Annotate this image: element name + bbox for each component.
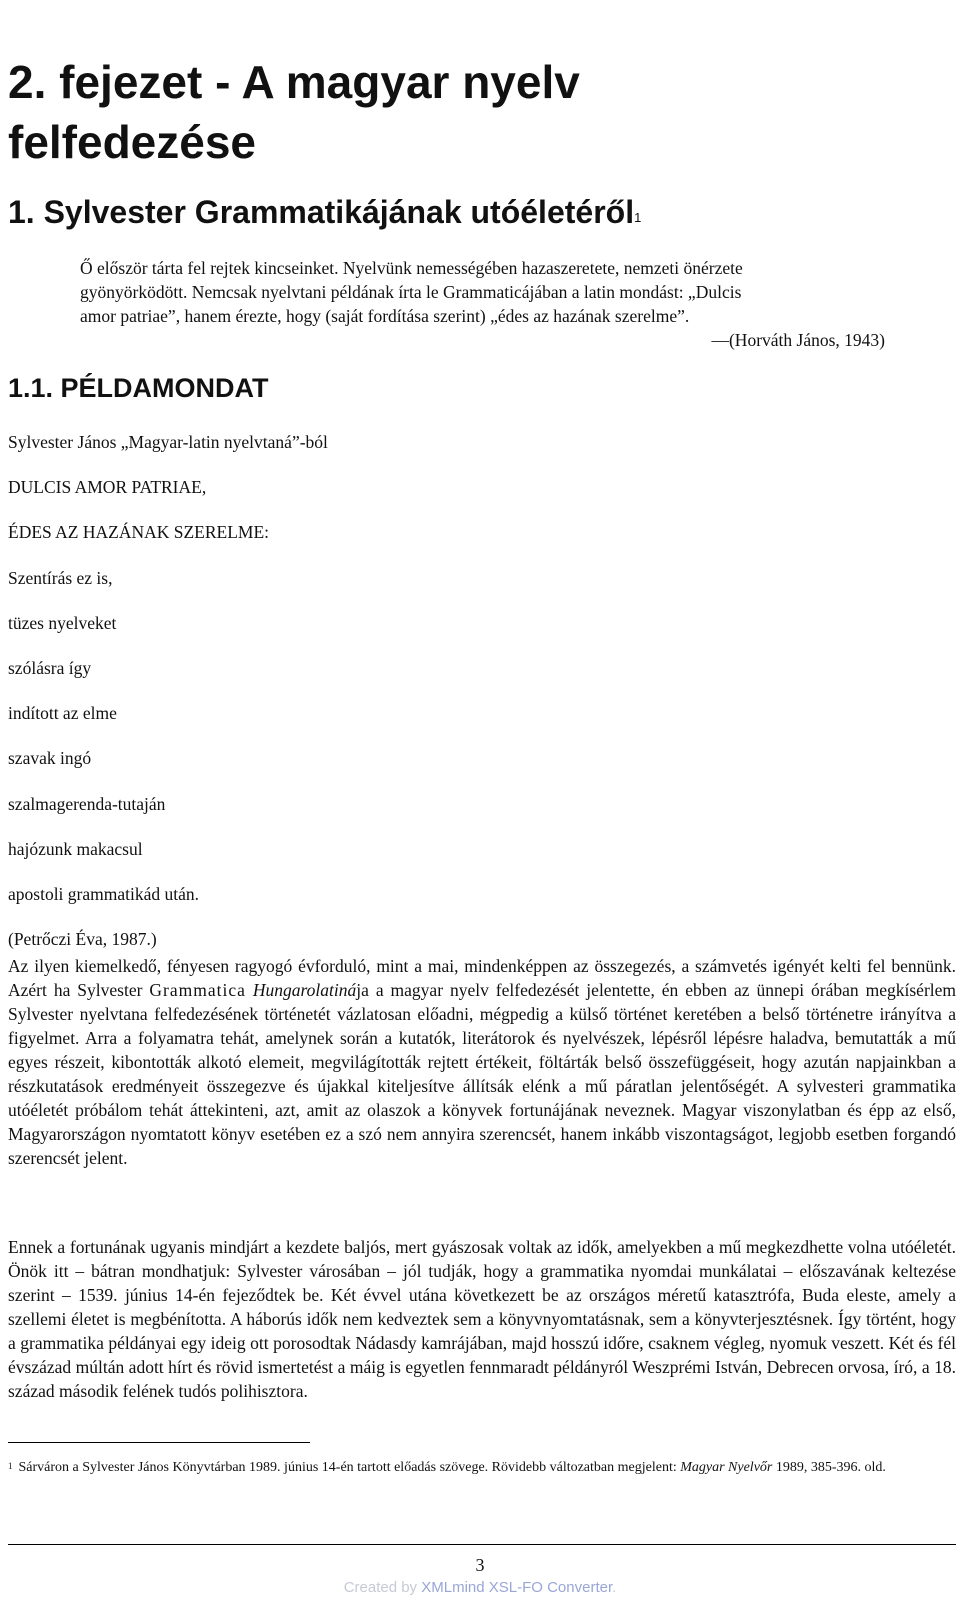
poem-source: (Petrőczi Éva, 1987.) [8, 929, 157, 950]
poem-line: apostoli grammatikád után. [8, 883, 199, 904]
body-paragraph [8, 954, 956, 1170]
poem-line: Szentírás ez is, [8, 567, 113, 588]
footnote-number: 1 [8, 1461, 13, 1471]
page-number: 3 [475, 1555, 485, 1575]
paragraph-text: Az ilyen kiemelkedő, fényesen ragyogó évforduló, mint a mai, mindenképpen az összegezés, a számvetés igényét kelti fel bennünk. Azért ha Sylvester [8, 956, 956, 1000]
epigraph-line: amor patriae”, hanem érezte, hogy (saját fordítása szerint) „édes az hazának szerelme”. [80, 306, 690, 326]
poem-line: tüzes nyelveket [8, 612, 117, 633]
converter-credit [0, 1578, 960, 1598]
poem-line: szólásra így [8, 657, 92, 678]
epigraph-line: Ő először tárta fel rejtek kincseinket. Nyelvünk nemességében hazaszeretete, nemzeti önérzete [80, 258, 743, 278]
spaced-title-word: Grammatica [149, 980, 246, 1000]
poem-line: ÉDES AZ HAZÁNAK SZERELME: [8, 522, 270, 543]
poem-line: indított az elme [8, 703, 117, 724]
poem-line: szavak ingó [8, 748, 92, 769]
footnote-text: Sárváron a Sylvester János Könyvtárban 1989. június 14-én tartott előadás szövege. Rövidebb változatban megjelent: [18, 1460, 681, 1475]
poem [8, 430, 908, 972]
body-paragraph: Ennek a fortunának ugyanis mindjárt a kezdete baljós, mert gyászosak voltak az idők, amelyekben a mű megkezdhette volna utóéletét. Önök itt – bátran mondhatjuk: Sylvester városában – jól tudják, hogy a grammatika nyomdai munkálatai – előszavának keltezése szerint – 1539. június 14-én fejeződtek be. Két évvel utána következett be az országos méretű katasztrófa, Buda eleste, amely a szellemi életet is megbénította. A háborús idők nem kedveztek sem a könyvnyomtatásnak, sem a könyvterjesztésnek. Így történt, hogy a grammatika példányai egy ideig ott porosodtak Nádasdy kamrájában, majd hosszú időre, csaknem végleg, nyomuk veszett. Két és fél évszázad múltán adott hírt és rövid ismertetést a máig is egyetlen fennmaradt példányról Weszprémi István, Debrecen orvosa, író, a 18. század második felének tudós polihisztora. [8, 1237, 956, 1401]
footnote-reference[interactable]: 1 [634, 210, 642, 225]
credit-prefix: Created by [343, 1579, 422, 1596]
footnote-journal: Magyar Nyelvőr [680, 1460, 773, 1475]
poem-line: Sylvester János „Magyar-latin nyelvtaná”-ból [8, 432, 328, 452]
paragraph-text: ja a magyar nyelv felfedezését jelentette, én ebben az ünnepi órában megkísérlem Sylvester nyelvtana felfedezésének történetét vázlatosan előadni, mégpedig a külső történet keretében a belső történetre irányítva a figyelmet. Arra a folyamatra tehát, amelynek során a kutatók, literátorok és nyelvészek, lépésről lépésre haladva, bemutatták a mű egyes részeit, kibontották alkotó elemeit, megvilágították rejtett értékeit, föltárták belső összefüggéseit, hogy azután napjainkban a részkutatások eredményeit összegezve és újakkal kiteljesítve állítsák elénk a mű páratlan jelentőségét. A sylvesteri grammatika utóéletét próbálom tehát áttekinteni, azt, amit az olaszok a könyvek fortunájának neveznek. Magyar viszonylatban és épp az első, Magyarországon nyomtatott könyv esetében ez a szó nem annyira szerencsét, hanem inkább viszontagságot, legjobb esetben forgandó szerencsét jelent. [8, 980, 957, 1168]
converter-link[interactable]: XMLmind XSL-FO Converter [421, 1579, 613, 1596]
page-footer-divider [8, 1544, 956, 1545]
subsection-title: 1.1. PÉLDAMONDAT [8, 373, 269, 403]
poem-line: szalmagerenda-tutaján [8, 793, 166, 814]
chapter-title-line-2: felfedezése [8, 116, 257, 168]
footnote [8, 1458, 956, 1478]
italic-title-word: Hungarolatiná [252, 980, 357, 1000]
section-title [8, 192, 641, 232]
epigraph-attribution: —(Horváth János, 1943) [711, 330, 885, 350]
poem-line: DULCIS AMOR PATRIAE, [8, 477, 207, 498]
epigraph [80, 256, 885, 352]
credit-suffix: . [612, 1579, 617, 1596]
footnote-divider [8, 1442, 310, 1443]
epigraph-line: gyönyörködött. Nemcsak nyelvtani példának írta le Grammaticájában a latin mondást: „Dulcis [80, 282, 742, 302]
chapter-title [8, 52, 768, 172]
section-title-text: 1. Sylvester Grammatikájának utóéletéről [8, 194, 635, 230]
poem-line: hajózunk makacsul [8, 838, 143, 859]
chapter-title-line-1: 2. fejezet - A magyar nyelv [8, 56, 580, 108]
footnote-text: 1989, 385-396. old. [772, 1460, 886, 1475]
